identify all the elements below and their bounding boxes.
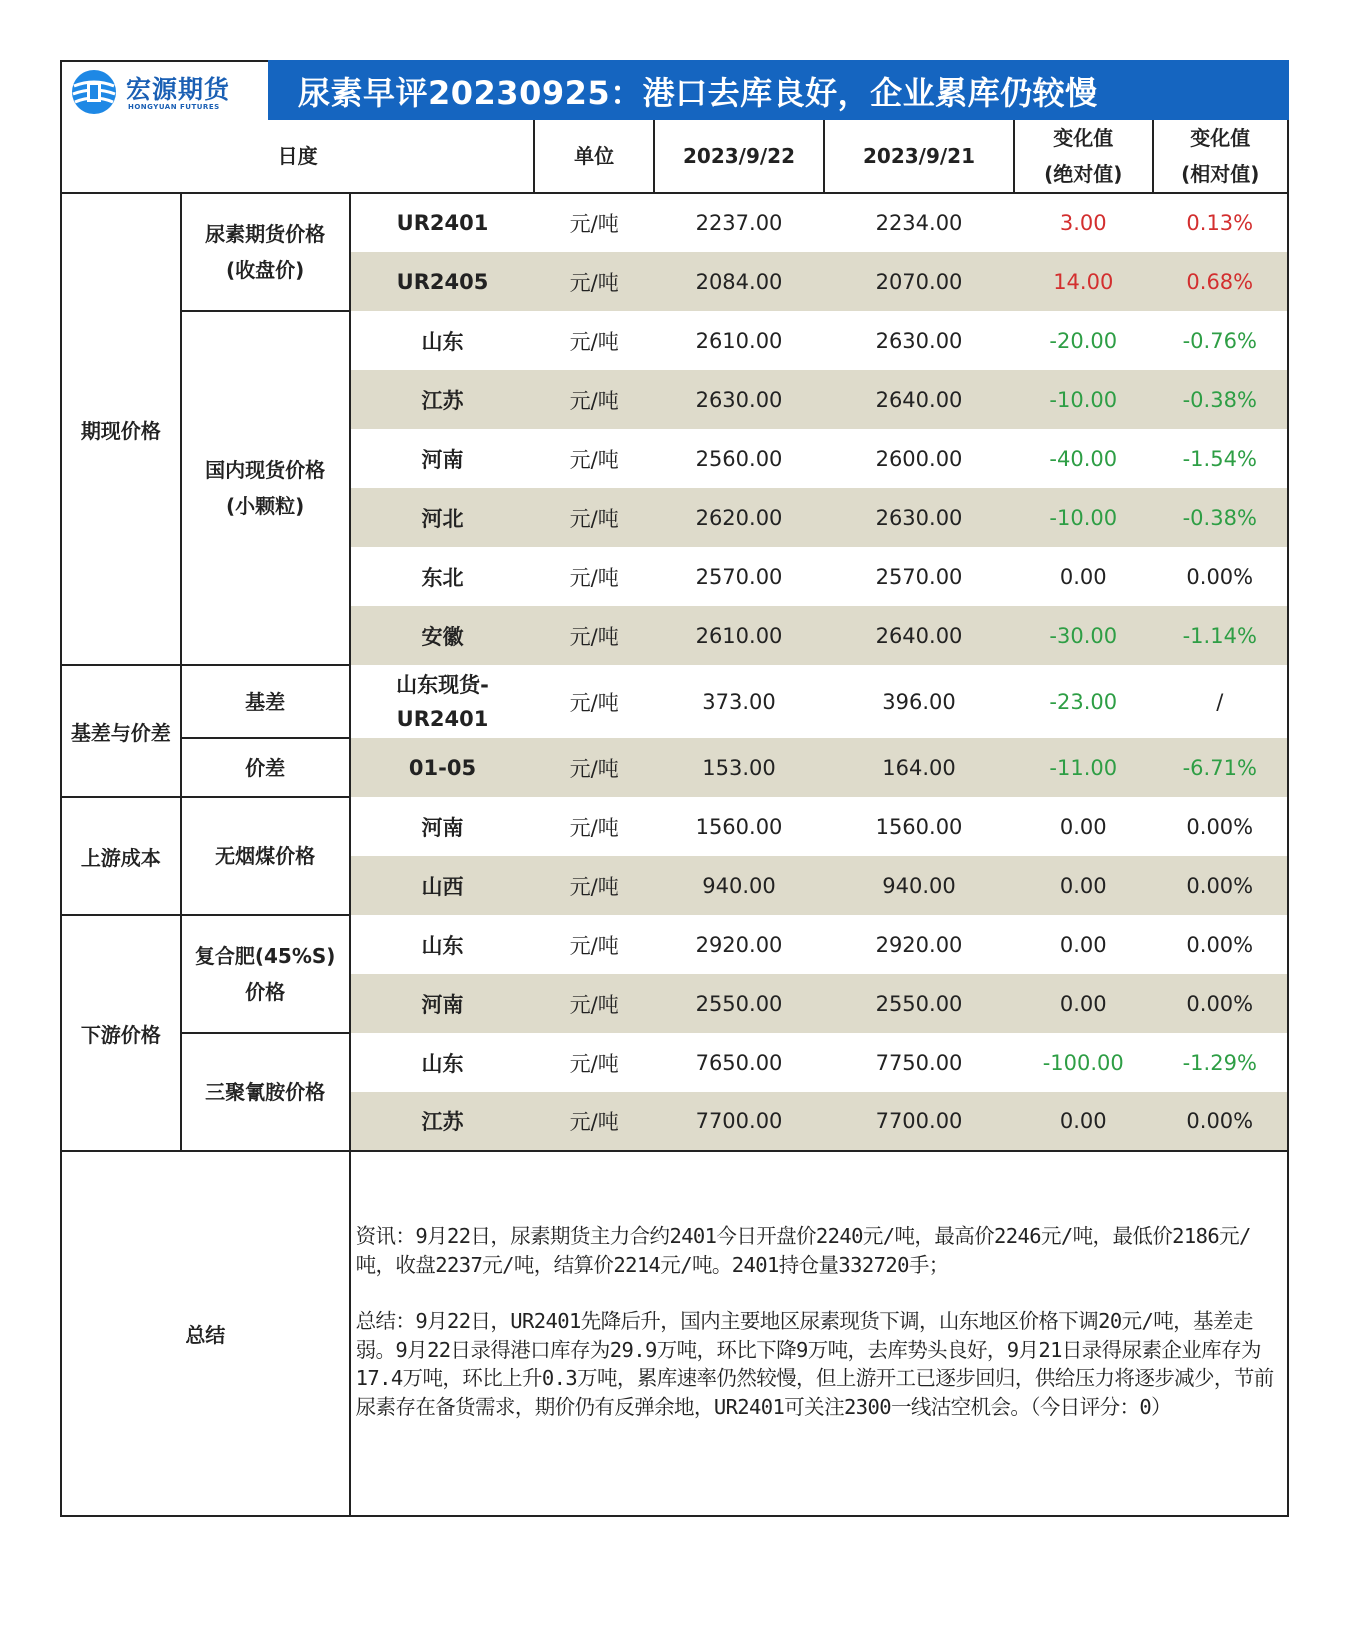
value2-cell: 1560.00 xyxy=(824,797,1014,856)
summary-row xyxy=(61,1151,1288,1516)
value1-cell: 7700.00 xyxy=(654,1092,824,1151)
value2-cell: 2234.00 xyxy=(824,193,1014,252)
report-sheet xyxy=(60,60,1289,1517)
value2-cell: 7700.00 xyxy=(824,1092,1014,1151)
table-row xyxy=(61,665,1288,738)
col-header-dimension: 日度 xyxy=(61,120,534,193)
value2-cell: 2630.00 xyxy=(824,488,1014,547)
value2-cell: 940.00 xyxy=(824,856,1014,915)
item-cell: 山东 xyxy=(350,311,535,370)
value2-cell: 2570.00 xyxy=(824,547,1014,606)
table-row xyxy=(61,797,1288,856)
item-cell: 河南 xyxy=(350,429,535,488)
subgroup-label: 基差 xyxy=(181,665,350,738)
value1-cell: 2630.00 xyxy=(654,370,824,429)
value2-cell: 2070.00 xyxy=(824,252,1014,311)
abs-line1: 变化值 xyxy=(1053,126,1114,150)
subgroup-label: 价差 xyxy=(181,738,350,797)
abs-change-cell: 0.00 xyxy=(1014,797,1153,856)
rel-change-cell: 0.00% xyxy=(1153,915,1288,974)
item-cell: 东北 xyxy=(350,547,535,606)
abs-change-cell: 0.00 xyxy=(1014,856,1153,915)
subgroup-line1: 复合肥(45%S) xyxy=(194,944,336,968)
table-row xyxy=(61,738,1288,797)
value2-cell: 2630.00 xyxy=(824,311,1014,370)
value2-cell: 2920.00 xyxy=(824,915,1014,974)
rel-change-cell: 0.00% xyxy=(1153,547,1288,606)
item-cell: 山东 xyxy=(350,915,535,974)
value1-cell: 153.00 xyxy=(654,738,824,797)
report-title: 尿素早评20230925：港口去库良好，企业累库仍较慢 xyxy=(298,74,1098,112)
abs-change-cell: 0.00 xyxy=(1014,1092,1153,1151)
report-header xyxy=(60,60,1289,120)
value1-cell: 2610.00 xyxy=(654,606,824,665)
summary-text xyxy=(350,1151,1288,1516)
unit-cell: 元/吨 xyxy=(534,856,654,915)
abs-change-cell: -23.00 xyxy=(1014,665,1153,738)
unit-cell: 元/吨 xyxy=(534,665,654,738)
value1-cell: 2570.00 xyxy=(654,547,824,606)
abs-change-cell: 14.00 xyxy=(1014,252,1153,311)
item-cell: 山东 xyxy=(350,1033,535,1092)
value1-cell: 2610.00 xyxy=(654,311,824,370)
unit-cell: 元/吨 xyxy=(534,370,654,429)
table-row xyxy=(61,193,1288,252)
rel-change-cell: -6.71% xyxy=(1153,738,1288,797)
unit-cell: 元/吨 xyxy=(534,193,654,252)
item-cell: UR2401 xyxy=(350,193,535,252)
col-header-unit: 单位 xyxy=(534,120,654,193)
value2-cell: 2640.00 xyxy=(824,370,1014,429)
col-header-abs-change xyxy=(1014,120,1153,193)
col-header-date2: 2023/9/21 xyxy=(824,120,1014,193)
rel-change-cell: 0.00% xyxy=(1153,1092,1288,1151)
value1-cell: 2920.00 xyxy=(654,915,824,974)
value1-cell: 2560.00 xyxy=(654,429,824,488)
rel-change-cell: / xyxy=(1153,665,1288,738)
subgroup-line2: 价格 xyxy=(245,980,286,1004)
value1-cell: 1560.00 xyxy=(654,797,824,856)
value2-cell: 396.00 xyxy=(824,665,1014,738)
abs-change-cell: -30.00 xyxy=(1014,606,1153,665)
unit-cell: 元/吨 xyxy=(534,311,654,370)
logo-text-en: HONGYUAN FUTURES xyxy=(128,103,220,111)
value2-cell: 2550.00 xyxy=(824,974,1014,1033)
summary-news: 资讯：9月22日，尿素期货主力合约2401今日开盘价2240元/吨，最高价2246元/吨，最低价2186元/吨，收盘2237元/吨，结算价2214元/吨。2401持仓量332720手； xyxy=(355,1224,1251,1277)
item-line2: UR2401 xyxy=(396,706,489,731)
group-label: 下游价格 xyxy=(61,915,181,1151)
unit-cell: 元/吨 xyxy=(534,1092,654,1151)
unit-cell: 元/吨 xyxy=(534,252,654,311)
group-label: 基差与价差 xyxy=(61,665,181,797)
summary-conclusion: 总结：9月22日，UR2401先降后升，国内主要地区尿素现货下调，山东地区价格下调20元/吨，基差走弱。9月22日录得港口库存为29.9万吨，环比下降9万吨，去库势头良好，9月21日录得尿素企业库存为17.4万吨，环比上升0.3万吨，累库速率仍然较慢，但上游开工已逐步回归，供给压力将逐步减少，节前尿素存在备货需求，期价仍有反弹余地，UR2401可关注2300一线沽空机会。（今日评分：0） xyxy=(355,1309,1274,1419)
value1-cell: 373.00 xyxy=(654,665,824,738)
subgroup-line2: (收盘价) xyxy=(225,258,305,282)
unit-cell: 元/吨 xyxy=(534,606,654,665)
subgroup-label xyxy=(181,193,350,311)
summary-label: 总结 xyxy=(61,1151,350,1516)
group-label: 期现价格 xyxy=(61,193,181,665)
logo-globe-icon xyxy=(70,68,118,116)
item-cell: UR2405 xyxy=(350,252,535,311)
unit-cell: 元/吨 xyxy=(534,488,654,547)
item-cell: 河南 xyxy=(350,974,535,1033)
rel-change-cell: 0.13% xyxy=(1153,193,1288,252)
abs-line2: (绝对值) xyxy=(1044,162,1123,186)
value1-cell: 2237.00 xyxy=(654,193,824,252)
unit-cell: 元/吨 xyxy=(534,974,654,1033)
rel-change-cell: -1.54% xyxy=(1153,429,1288,488)
subgroup-label xyxy=(181,915,350,1033)
abs-change-cell: 0.00 xyxy=(1014,547,1153,606)
item-cell: 安徽 xyxy=(350,606,535,665)
item-cell: 河南 xyxy=(350,797,535,856)
unit-cell: 元/吨 xyxy=(534,547,654,606)
item-cell: 河北 xyxy=(350,488,535,547)
subgroup-label: 三聚氰胺价格 xyxy=(181,1033,350,1151)
rel-change-cell: -1.29% xyxy=(1153,1033,1288,1092)
col-header-date1: 2023/9/22 xyxy=(654,120,824,193)
rel-line1: 变化值 xyxy=(1190,126,1251,150)
unit-cell: 元/吨 xyxy=(534,797,654,856)
table-row xyxy=(61,311,1288,370)
item-cell xyxy=(350,665,535,738)
table-header-row xyxy=(61,120,1288,193)
abs-change-cell: 0.00 xyxy=(1014,915,1153,974)
item-cell: 江苏 xyxy=(350,370,535,429)
value2-cell: 2640.00 xyxy=(824,606,1014,665)
rel-change-cell: -0.38% xyxy=(1153,488,1288,547)
value1-cell: 940.00 xyxy=(654,856,824,915)
value1-cell: 2550.00 xyxy=(654,974,824,1033)
company-logo xyxy=(60,60,268,120)
abs-change-cell: -10.00 xyxy=(1014,370,1153,429)
rel-change-cell: -1.14% xyxy=(1153,606,1288,665)
item-line1: 山东现货- xyxy=(396,672,489,697)
unit-cell: 元/吨 xyxy=(534,915,654,974)
value1-cell: 7650.00 xyxy=(654,1033,824,1092)
abs-change-cell: -100.00 xyxy=(1014,1033,1153,1092)
item-cell: 山西 xyxy=(350,856,535,915)
abs-change-cell: -11.00 xyxy=(1014,738,1153,797)
rel-line2: (相对值) xyxy=(1181,162,1260,186)
subgroup-line1: 国内现货价格 xyxy=(205,458,326,482)
abs-change-cell: 3.00 xyxy=(1014,193,1153,252)
subgroup-line2: (小颗粒) xyxy=(225,494,305,518)
value2-cell: 164.00 xyxy=(824,738,1014,797)
abs-change-cell: 0.00 xyxy=(1014,974,1153,1033)
unit-cell: 元/吨 xyxy=(534,738,654,797)
subgroup-line1: 尿素期货价格 xyxy=(205,222,326,246)
value2-cell: 2600.00 xyxy=(824,429,1014,488)
subgroup-label xyxy=(181,311,350,665)
col-header-rel-change xyxy=(1153,120,1288,193)
item-cell: 江苏 xyxy=(350,1092,535,1151)
unit-cell: 元/吨 xyxy=(534,1033,654,1092)
rel-change-cell: 0.68% xyxy=(1153,252,1288,311)
subgroup-label: 无烟煤价格 xyxy=(181,797,350,915)
value1-cell: 2620.00 xyxy=(654,488,824,547)
rel-change-cell: 0.00% xyxy=(1153,797,1288,856)
rel-change-cell: -0.76% xyxy=(1153,311,1288,370)
table-row xyxy=(61,1033,1288,1092)
price-table xyxy=(60,120,1289,1517)
table-row xyxy=(61,915,1288,974)
logo-text-cn: 宏源期货 xyxy=(126,75,231,104)
rel-change-cell: 0.00% xyxy=(1153,974,1288,1033)
abs-change-cell: -40.00 xyxy=(1014,429,1153,488)
unit-cell: 元/吨 xyxy=(534,429,654,488)
group-label: 上游成本 xyxy=(61,797,181,915)
abs-change-cell: -10.00 xyxy=(1014,488,1153,547)
value2-cell: 7750.00 xyxy=(824,1033,1014,1092)
rel-change-cell: 0.00% xyxy=(1153,856,1288,915)
abs-change-cell: -20.00 xyxy=(1014,311,1153,370)
value1-cell: 2084.00 xyxy=(654,252,824,311)
rel-change-cell: -0.38% xyxy=(1153,370,1288,429)
item-cell: 01-05 xyxy=(350,738,535,797)
